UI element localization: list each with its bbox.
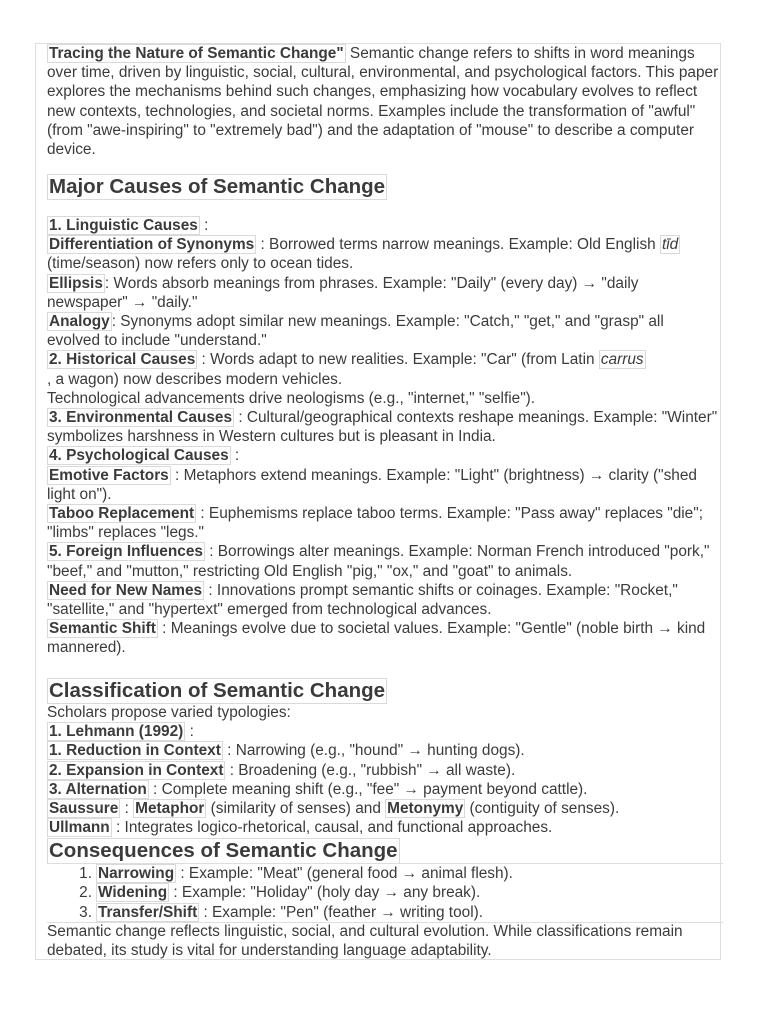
italic-term: carrus: [600, 351, 644, 369]
text: (time/season) now refers only to ocean tides.: [47, 255, 354, 273]
list-item: [72, 903, 483, 922]
ellipsis: [47, 274, 719, 312]
text: : Meanings evolve due to societal values. Example: "Gentle" (noble birth → kind mannered).: [47, 620, 706, 657]
label: Narrowing: [98, 865, 175, 882]
label: 2. Expansion in Context: [49, 761, 224, 779]
reduction-in-context: [47, 741, 719, 760]
intro-paragraph: [47, 44, 719, 159]
label: 1. Linguistic Causes: [49, 217, 198, 234]
list-number: 3.: [79, 904, 92, 921]
ullmann: [47, 818, 719, 837]
label: 2. Historical Causes: [49, 351, 196, 369]
foreign-influences: [47, 542, 719, 580]
italic-term: tīd: [661, 236, 679, 254]
text: : Broadening (e.g., "rubbish" → all waste).: [225, 761, 516, 779]
alternation: [47, 780, 719, 799]
taboo-replacement: [47, 504, 719, 542]
text: : Borrowings alter meanings. Example: Norman French introduced "pork," "beef," and "mutton," restricting Old English "pig," "ox," and "goat" to animals.: [47, 543, 710, 580]
text: : Example: "Meat" (general food → animal flesh).: [176, 865, 513, 882]
text: : Metaphors extend meanings. Example: "Light" (brightness) → clarity ("shed light on").: [47, 466, 697, 503]
section-causes: [47, 174, 719, 200]
label: Taboo Replacement: [49, 505, 195, 523]
label: Emotive Factors: [49, 466, 169, 484]
label: 3. Alternation: [49, 780, 147, 798]
list-number: 1.: [79, 865, 92, 882]
label: Transfer/Shift: [98, 904, 198, 921]
need-for-new-names: [47, 581, 719, 619]
historical-causes: [47, 350, 719, 388]
label: 5. Foreign Influences: [49, 543, 203, 561]
technological-note: Technological advancements drive neologisms (e.g., "internet," "selfie").: [47, 389, 536, 407]
text: :: [185, 723, 194, 741]
conclusion-paragraph: Semantic change reflects linguistic, social, and cultural evolution. While classifications remain debated, its study is vital for understanding language adaptability.: [47, 923, 683, 960]
label: Ullmann: [49, 819, 110, 837]
label: Semantic Shift: [49, 620, 156, 638]
section-classification: [47, 678, 719, 704]
differentiation-of-synonyms: [47, 235, 719, 273]
semantic-shift: [47, 619, 719, 657]
heading-major-causes: Major Causes of Semantic Change: [49, 175, 386, 198]
text: : Euphemisms replace taboo terms. Example: "Pass away" replaces "die"; "limbs" replaces "legs.": [47, 505, 703, 542]
list-number: 2.: [79, 884, 92, 901]
text: : Synonyms adopt similar new meanings. Example: "Catch," "get," and "grasp" all evolved to include "understand.": [47, 313, 664, 350]
text: : Words adapt to new realities. Example: "Car" (from Latin: [197, 351, 599, 369]
heading-classification: Classification of Semantic Change: [49, 679, 386, 702]
text: : Complete meaning shift (e.g., "fee" → payment beyond cattle).: [148, 780, 588, 798]
section-consequences: [47, 838, 719, 864]
saussure: [47, 799, 719, 818]
classification-body: [47, 703, 719, 837]
text: (similarity of senses) and: [206, 800, 386, 818]
label: Need for New Names: [49, 581, 203, 599]
label: Differentiation of Synonyms: [49, 236, 255, 254]
text: : Borrowed terms narrow meanings. Example: Old English: [256, 236, 660, 254]
text: : Integrates logico-rhetorical, causal, and functional approaches.: [111, 819, 553, 837]
label: 1. Reduction in Context: [49, 742, 221, 760]
causes-body: [47, 216, 719, 658]
classification-intro: Scholars propose varied typologies:: [47, 704, 291, 721]
paper-title: Tracing the Nature of Semantic Change": [49, 45, 344, 62]
text: : Narrowing (e.g., "hound" → hunting dogs).: [222, 742, 525, 760]
label: 4. Psychological Causes: [49, 447, 229, 465]
text: : Words absorb meanings from phrases. Example: "Daily" (every day) → "daily newspaper" → "daily.": [47, 274, 639, 311]
linguistic-causes: [47, 216, 719, 235]
label: Widening: [98, 884, 168, 901]
expansion-in-context: [47, 761, 719, 780]
label: Ellipsis: [49, 274, 103, 292]
intro-text: Semantic change refers to shifts in word meanings over time, driven by linguistic, social, cultural, environmental, and psychological factors. This paper explores the mechanisms behind such changes, emphasizing how vocabulary evolves to reflect new contexts, technologies, and societal norms. Examples include the transformation of "awful" (from "awe-inspiring" to "extremely bad") and the adaptation of "mouse" to describe a computer device.: [47, 45, 719, 159]
list-item: [72, 883, 480, 902]
text: : Example: "Holiday" (holy day → any break).: [169, 884, 481, 901]
analogy: [47, 312, 719, 350]
metonymy-term: Metonymy: [387, 800, 464, 818]
label: 3. Environmental Causes: [49, 409, 233, 427]
text: , a wagon) now describes modern vehicles.: [47, 370, 343, 388]
psychological-causes: [47, 446, 719, 465]
document-page: [35, 43, 721, 960]
label: Saussure: [49, 800, 119, 818]
text: : Cultural/geographical contexts reshape meanings. Example: "Winter" symbolizes harshness in Western cultures but is pleasant in India.: [47, 409, 718, 446]
text: :: [199, 217, 209, 234]
emotive-factors: [47, 466, 719, 504]
lehmann: [47, 722, 719, 741]
list-item: [72, 864, 513, 883]
text: (contiguity of senses).: [465, 800, 620, 818]
text: :: [230, 447, 240, 465]
text: : Innovations prompt semantic shifts or coinages. Example: "Rocket," "satellite," and "hypertext" emerged from technological advances.: [47, 581, 678, 619]
label: Analogy: [49, 313, 110, 331]
label: 1. Lehmann (1992): [49, 723, 184, 741]
text: : Example: "Pen" (feather → writing tool).: [199, 904, 484, 921]
heading-consequences: Consequences of Semantic Change: [49, 839, 398, 862]
metaphor-term: Metaphor: [135, 800, 205, 818]
text: :: [120, 800, 134, 818]
environmental-causes: [47, 408, 719, 446]
